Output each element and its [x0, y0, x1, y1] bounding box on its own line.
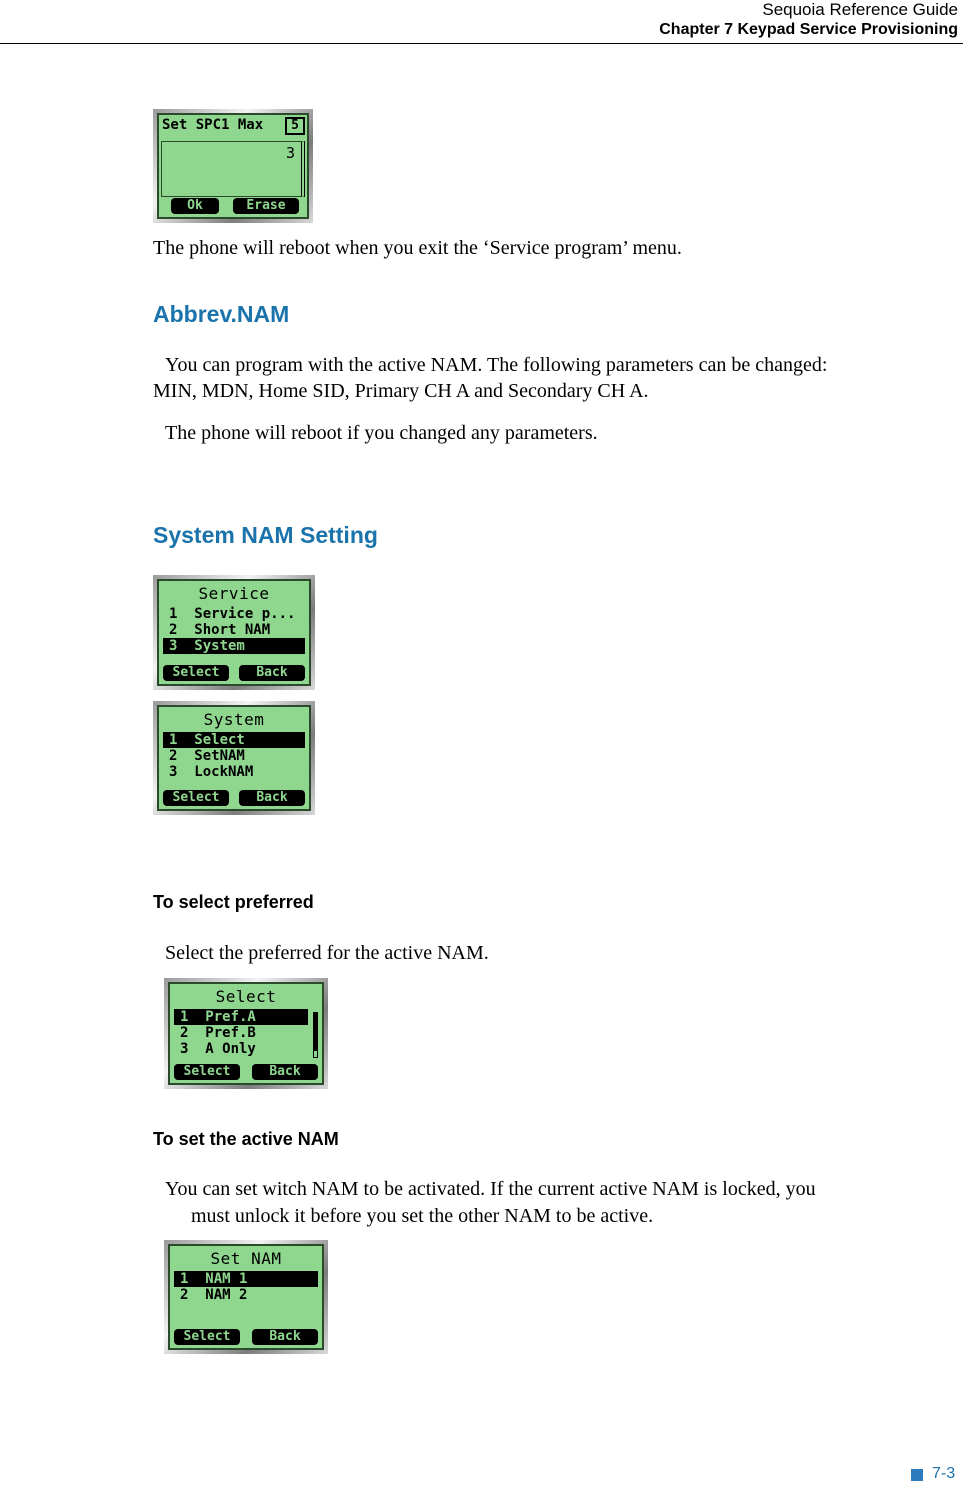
lcd-menu-item-selected: 1 Select	[163, 732, 305, 748]
paragraph-abbrev-1: You can program with the active NAM. The following parameters can be changed:	[165, 354, 828, 376]
lcd-back-button: Back	[239, 790, 305, 806]
screenshot-set-spc1-max	[153, 109, 313, 223]
lcd-menu-item: 1 Service p...	[169, 606, 296, 622]
footer-marker-icon	[911, 1469, 923, 1481]
paragraph-abbrev-2: The phone will reboot if you changed any parameters.	[165, 422, 598, 444]
paragraph-select-preferred: Select the preferred for the active NAM.	[165, 942, 489, 964]
lcd-entry-box	[161, 141, 305, 197]
paragraph-abbrev-1b: MIN, MDN, Home SID, Primary CH A and Secondary CH A.	[153, 380, 649, 402]
heading-system-nam-setting: System NAM Setting	[153, 522, 378, 548]
lcd-select-button: Select	[163, 790, 229, 806]
lcd-select-button: Select	[174, 1064, 240, 1080]
lcd-title: Select	[215, 987, 277, 1006]
lcd-scrollbar	[313, 1012, 318, 1058]
lcd-title: Set NAM	[210, 1249, 282, 1268]
lcd-menu-item-selected: 1 Pref.A	[174, 1009, 308, 1025]
lcd-menu-item: 3 A Only	[180, 1041, 256, 1057]
lcd-ok-button: Ok	[171, 198, 219, 214]
heading-set-active-nam: To set the active NAM	[153, 1129, 339, 1149]
header-divider	[0, 43, 963, 44]
lcd-entry-value: 3	[285, 144, 295, 162]
header-chapter: Chapter 7 Keypad Service Provisioning	[659, 21, 958, 38]
lcd-select-button: Select	[174, 1329, 240, 1345]
lcd-back-button: Back	[252, 1329, 318, 1345]
heading-select-preferred: To select preferred	[153, 892, 314, 912]
header-title: Sequoia Reference Guide	[762, 0, 958, 19]
paragraph-active-nam-2: must unlock it before you set the other NAM to be active.	[191, 1205, 654, 1227]
lcd-title: Set SPC1 Max	[162, 117, 264, 133]
lcd-title: System	[203, 710, 265, 729]
lcd-title: Service	[198, 584, 270, 603]
screenshot-system-menu	[153, 701, 315, 815]
lcd-menu-item: 2 Pref.B	[180, 1025, 256, 1041]
lcd-back-button: Back	[252, 1064, 318, 1080]
screenshot-service-menu	[153, 575, 315, 690]
page-number: 7-3	[932, 1465, 956, 1482]
screenshot-select-preferred	[164, 978, 328, 1089]
heading-abbrev-nam: Abbrev.NAM	[153, 301, 290, 327]
lcd-select-button: Select	[163, 665, 229, 681]
lcd-menu-item: 2 SetNAM	[169, 748, 245, 764]
lcd-menu-item: 2 NAM 2	[180, 1287, 248, 1303]
lcd-menu-item: 2 Short NAM	[169, 622, 271, 638]
paragraph-reboot-exit: The phone will reboot when you exit the ‘Service program’ menu.	[153, 237, 682, 259]
lcd-menu-item-selected: 3 System	[163, 638, 305, 654]
lcd-erase-button: Erase	[233, 198, 299, 214]
paragraph-active-nam-1: You can set witch NAM to be activated. If the current active NAM is locked, you	[165, 1178, 816, 1200]
screenshot-set-nam	[164, 1240, 328, 1354]
lcd-back-button: Back	[239, 665, 305, 681]
lcd-badge: 5	[285, 117, 305, 135]
lcd-menu-item-selected: 1 NAM 1	[174, 1271, 318, 1287]
lcd-menu-item: 3 LockNAM	[169, 764, 254, 780]
